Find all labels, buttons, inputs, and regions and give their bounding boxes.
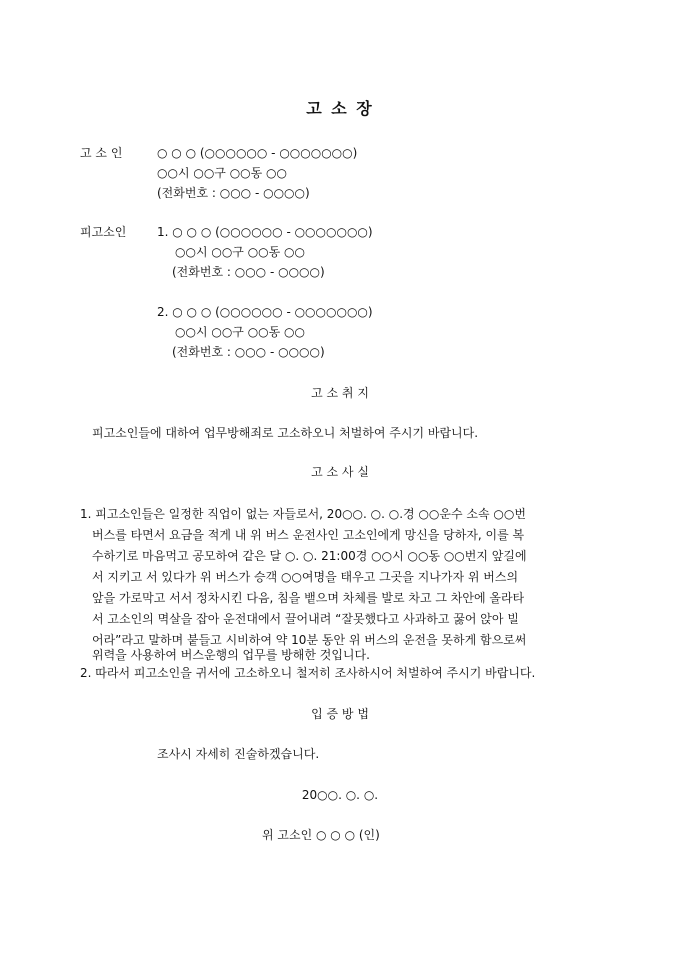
purpose-heading: 고 소 취 지 [311, 386, 369, 400]
defendant-2-phone: (전화번호 : ○○○ - ○○○○) [172, 345, 325, 359]
evidence-text: 조사시 자세히 진술하겠습니다. [157, 747, 320, 761]
complainant-phone: (전화번호 : ○○○ - ○○○○) [157, 186, 310, 200]
defendant-2-address: ○○시 ○○구 ○○동 ○○ [175, 325, 305, 339]
defendant-1-name: 1. ○ ○ ○ (○○○○○○ - ○○○○○○○) [157, 225, 373, 239]
facts-item-1-line: 위력을 사용하여 버스운행의 업무를 방해한 것입니다. [92, 648, 370, 662]
facts-item-2: 2. 따라서 피고소인을 귀서에 고소하오니 철저히 조사하시어 처벌하여 주시기 바랍니다. [80, 666, 536, 680]
facts-item-1-line: 1. 피고소인들은 일정한 직업이 없는 자들로서, 20○○. ○. ○.경 ○○운수 소속 ○○번 [80, 507, 526, 521]
purpose-text: 피고소인들에 대하여 업무방해죄로 고소하오니 처벌하여 주시기 바랍니다. [92, 426, 479, 440]
signature-line: 위 고소인 ○ ○ ○ (인) [262, 828, 380, 842]
facts-item-1-line: 서 고소인의 멱살을 잡아 운전대에서 끌어내려 “잘못했다고 사과하고 꿇어 앉아 빌 [92, 612, 519, 626]
facts-item-1-line: 수하기로 마음먹고 공모하여 같은 달 ○. ○. 21:00경 ○○시 ○○동 ○○번지 앞길에 [92, 549, 527, 563]
facts-heading: 고 소 사 실 [311, 465, 369, 479]
facts-item-1-line: 서 지키고 서 있다가 위 버스가 승객 ○○여명을 태우고 그곳을 지나가자 위 버스의 [92, 570, 519, 584]
defendant-1-address: ○○시 ○○구 ○○동 ○○ [175, 245, 305, 259]
defendant-1-phone: (전화번호 : ○○○ - ○○○○) [172, 265, 325, 279]
defendant-2-name: 2. ○ ○ ○ (○○○○○○ - ○○○○○○○) [157, 305, 373, 319]
complainant-address: ○○시 ○○구 ○○동 ○○ [157, 166, 287, 180]
facts-item-1-line: 버스를 타면서 요금을 적게 내 위 버스 운전사인 고소인에게 망신을 당하자, 이를 복 [92, 528, 525, 542]
facts-item-1-line: 앞을 가로막고 서서 정차시킨 다음, 침을 뱉으며 차체를 발로 차고 그 차안에 올라타 [92, 591, 525, 605]
document-date: 20○○. ○. ○. [301, 788, 379, 802]
document-title: 고 소 장 [306, 99, 374, 118]
complainant-label: 고 소 인 [80, 146, 123, 160]
defendants-label: 피고소인 [80, 225, 127, 239]
evidence-heading: 입 증 방 법 [311, 707, 369, 721]
facts-item-1-line: 어라”라고 말하며 붙들고 시비하여 약 10분 동안 위 버스의 운전을 못하게 함으로써 [92, 633, 527, 647]
complainant-name: ○ ○ ○ (○○○○○○ - ○○○○○○○) [157, 146, 358, 160]
